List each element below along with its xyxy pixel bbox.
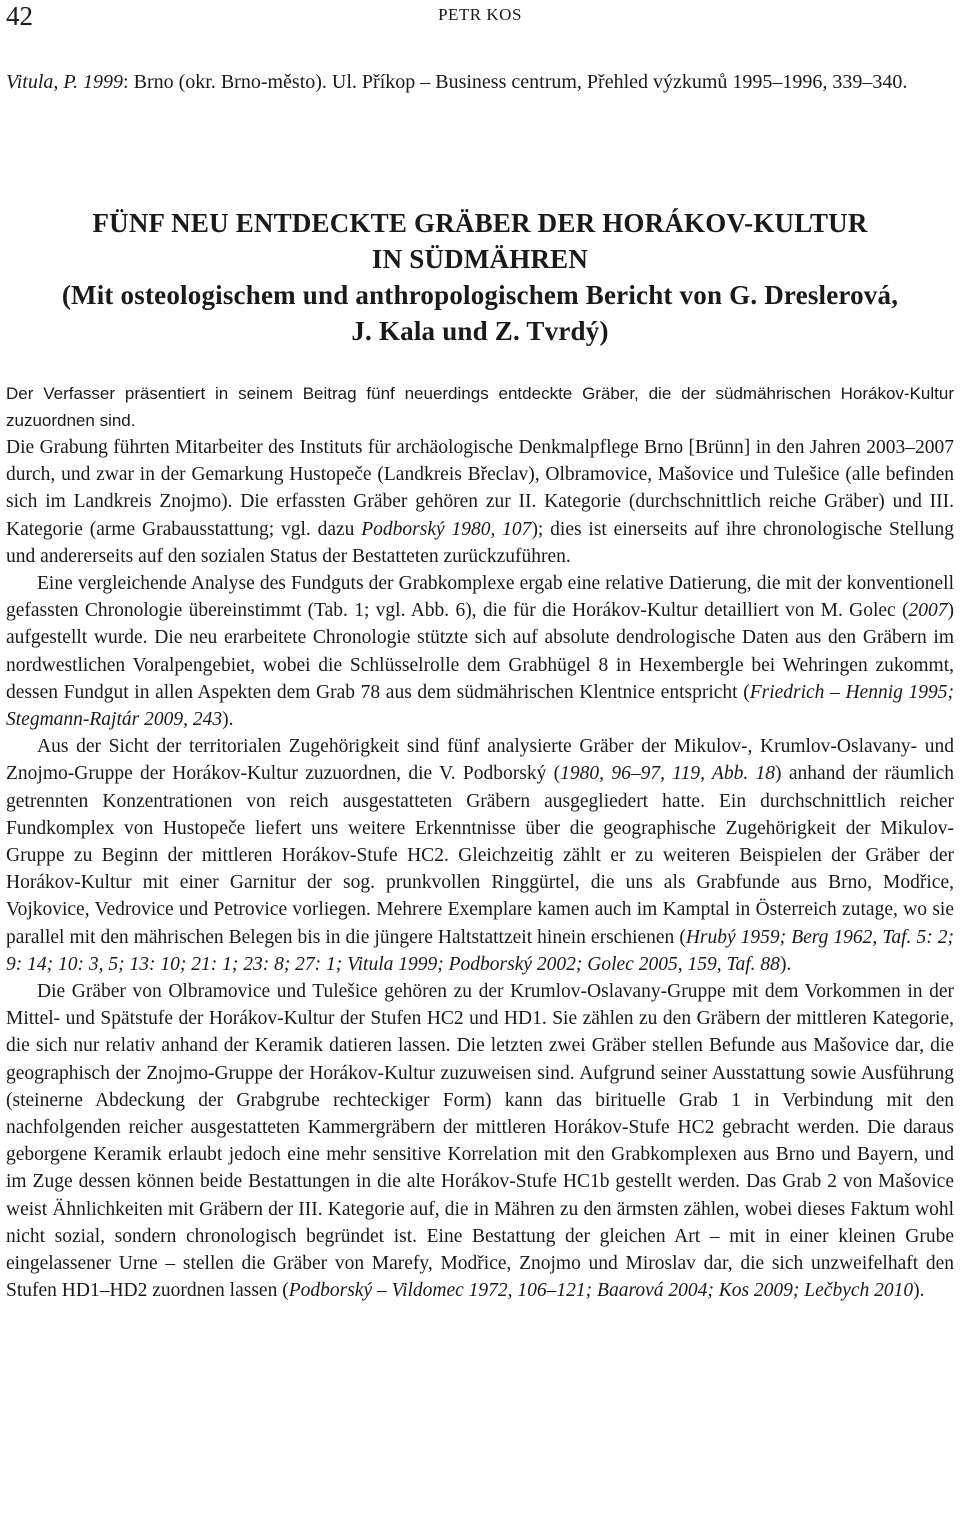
body-paragraph-3 <box>6 733 954 978</box>
article-body <box>6 434 954 1305</box>
citation-italic: Vitula, P. 1999 <box>6 71 124 93</box>
citation-italic: Podborský 1980, 107 <box>361 518 532 540</box>
title-line-3: (Mit osteologischem und anthropologischem Bericht von G. Dreslerová, <box>61 280 899 310</box>
running-head: PETR KOS <box>438 5 522 24</box>
page-number: 42 <box>6 1 33 31</box>
abstract-text: Der Verfasser präsentiert in seinem Beitrag fünf neuerdings entdeckte Gräber, die der südmährischen Horákov-Kultur zuzuordnen sind. <box>6 384 954 430</box>
text-run: Aus der Sicht der territorialen Zugehörigkeit sind fünf analysierte Gräber der Mikulov-, Krumlov-Oslavany- und Znojmo-Gruppe der Horákov-Kultur zuzuordnen, die V. Podborský ( <box>6 736 954 785</box>
citation-italic: Hrubý 1959; Berg 1962, Taf. 5: 2; 9: 14; 10: 3, 5; 13: 10; 21: 1; 23: 8; 27: 1; Vitula 1999; Podborský 2002; Golec 2005, 159, Taf. 88 <box>6 926 954 975</box>
text-run: Die Gräber von Olbramovice und Tulešice gehören zu der Krumlov-Oslavany-Gruppe mit dem Vorkommen in der Mittel- und Spätstufe der Horákov-Kultur der Stufen HC2 und HD1. Sie zählen zu den Gräbern der mittleren Kategorie, die sich nur relativ anhand der Keramik datieren lassen. Die letzten zwei Gräber stellen Befunde aus Mašovice dar, die geographisch der Znojmo-Gruppe der Horákov-Kultur zuzuweisen sind. Aufgrund seiner Ausstattung sowie Ausführung (steinerne Abdeckung der Grabgrube rechteckiger Form) kann das birituelle Grab 1 in Verbindung mit den nachfolgenden reicher ausgestatteten Kammergräbern der mittleren Horákov-Stufe HC2 gebracht werden. Die daraus geborgene Keramik erlaubt jedoch eine mehr sensitive Korrelation mit den Grabkomplexen aus Brno und Bayern, und im Zuge dessen können beide Bestattungen in die alte Horákov-Stufe HC1b gestellt werden. Das Grab 2 von Mašovice weist Ähnlichkeiten mit Gräbern der III. Kategorie auf, die in Mähren zu den ärmsten zählen, wobei dieses Faktum wohl nicht sozial, sondern chronologisch begründet ist. Eine Bestattung der gleichen Art – mit in einer kleinen Grube eingelassener Urne – stellen die Gräber von Marefy, Modřice, Znojmo und Miroslav dar, die sich unzweifelhaft den Stufen HD1–HD2 zuordnen lassen ( <box>6 981 954 1302</box>
article-title <box>0 205 960 349</box>
text-run: ). <box>222 709 234 731</box>
bibliography-entry <box>6 68 954 97</box>
text-run: ) anhand der räumlich getrennten Konzentrationen von reich ausgestatteten Gräbern ausgegliedert hatte. Ein durchschnittlich reicher Fundkomplex von Hustopeče liefert uns weitere Erkenntnisse über die geographische Zugehörigkeit der Mikulov-Gruppe zu Beginn der mittleren Horákov-Stufe HC2. Gleichzeitig zählt er zu weiteren Beispielen der Gräber der Horákov-Kultur mit einer Garnitur der sog. prunkvollen Ringgürtel, die uns als Grabfunde aus Brno, Modřice, Vojkovice, Vedrovice und Petrovice vorliegen. Mehrere Exemplare kamen auch im Kamptal in Österreich zutage, wo sie parallel mit den mährischen Belegen bis in die jüngere Haltstattzeit hinein erschienen ( <box>6 763 954 948</box>
abstract <box>6 380 954 434</box>
citation-italic: 1980, 96–97, 119, Abb. 18 <box>560 763 776 785</box>
body-paragraph-1 <box>6 434 954 570</box>
text-run: Die Grabung führten Mitarbeiter des Instituts für archäologische Denkmalpflege Brno [Brünn] in den Jahren 2003–2007 durch, und zwar in der Gemarkung Hustopeče (Landkreis Břeclav), Olbramovice, Mašovice und Tulešice (alle befinden sich im Landkreis Znojmo). Die erfassten Gräber gehören zur II. Kategorie (durchschnittlich reiche Gräber) und III. Kategorie (arme Grabausstattung; vgl. dazu <box>6 437 954 540</box>
title-line-4: J. Kala und Z. Tvrdý) <box>351 316 609 346</box>
text-run: ). <box>779 953 792 975</box>
text-run: : Brno (okr. Brno-město). Ul. Příkop – Business centrum, Přehled výzkumů 1995–1996, 339–340. <box>123 71 908 93</box>
citation-italic: Friedrich – Hennig 1995; Stegmann-Rajtár 2009, 243 <box>6 681 954 731</box>
citation-italic: Podborský – Vildomec 1972, 106–121; Baarová 2004; Kos 2009; Lečbych 2010 <box>288 1280 914 1302</box>
body-paragraph-2 <box>6 570 954 733</box>
text-run: ) aufgestellt wurde. Die neu erarbeitete Chronologie stützte sich auf absolute dendrologische Daten aus den Gräbern im nordwestlichen Voralpengebiet, wobei die Schlüsselrolle dem Grabhügel 8 in Hexembergle bei Wehringen zukommt, dessen Fundgut in allen Aspekten dem Grab 78 aus dem südmährischen Klentnice entspricht ( <box>6 600 954 703</box>
text-run: ); dies ist einerseits auf ihre chronologische Stellung und andererseits auf den sozialen Status der Bestatteten zurückzuführen. <box>6 518 954 567</box>
body-paragraph-4 <box>6 978 954 1304</box>
text-run: ). <box>913 1280 925 1302</box>
citation-italic: 2007 <box>908 600 948 622</box>
title-line-1: FÜNF NEU ENTDECKTE GRÄBER DER HORÁKOV-KULTUR <box>92 208 868 238</box>
text-run: Eine vergleichende Analyse des Fundguts der Grabkomplexe ergab eine relative Datierung, die mit der konventionell gefassten Chronologie übereinstimmt (Tab. 1; vgl. Abb. 6), die für die Horákov-Kultur detailliert von M. Golec ( <box>6 573 954 622</box>
title-line-2: IN SÜDMÄHREN <box>371 244 589 274</box>
